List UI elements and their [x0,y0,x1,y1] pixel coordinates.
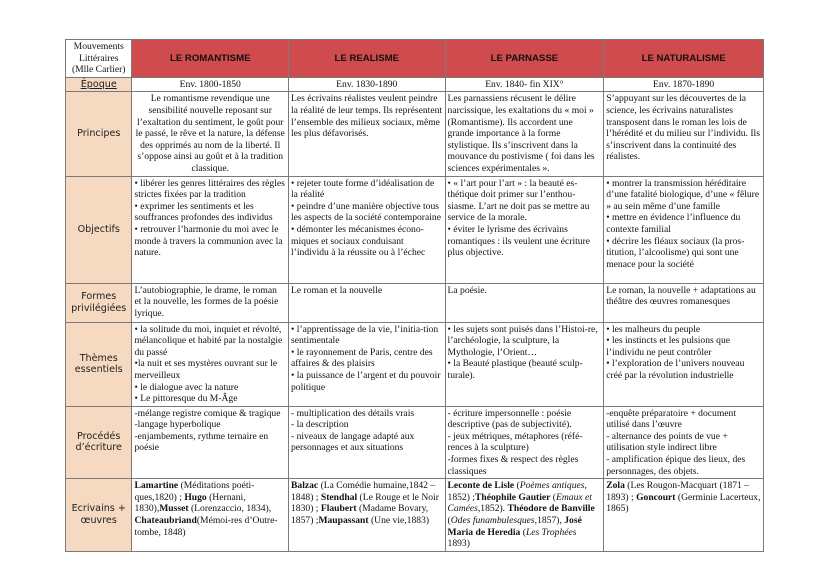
row-label-line: Procédés [77,430,121,442]
literary-movements-table [65,39,764,552]
work-title: Odes funambulesques [450,515,535,527]
list-item: - alternance des points de vue + utilisation style indirect libre [606,430,728,454]
row-label-ecrivains [66,479,132,552]
work-title: (La Comédie humaine,1842 – 1848) ; [291,480,436,503]
author-name: Théophile Gautier [474,491,551,503]
list-item: - amplification épique des lieux, des personnages, des objets. [606,454,746,477]
list-item: • les malheurs du peuple [606,323,701,335]
row-label-line: privilégiées [71,302,127,314]
list-item: - jeux métriques, métaphores (réfé-rences à la sculpture) [447,430,583,454]
cell-ecrivains-realisme [289,479,446,552]
cell-objectifs-realisme [289,176,446,283]
header-naturalisme: LE NATURALISME [604,40,764,78]
cell-epoque-romantisme: Env. 1800-1850 [132,77,289,92]
cell-procedes-naturalisme [604,406,764,479]
cell-ecrivains-romantisme [132,479,289,552]
cell-objectifs-romantisme [132,176,289,283]
work-title: Les Trophées [525,526,577,538]
list-item: • libérer les genres littéraires des règles strictes fixées par la tradition [134,177,285,201]
work-title: (Hernani, 1830), [134,491,246,515]
work-title: (Le Rouge et le Noir 1830) ; [291,491,439,515]
row-themes [66,322,764,406]
list-item: -mélange registre comique & tragique [134,407,281,419]
cell-procedes-realisme [289,406,446,479]
list-item: • rejeter toute forme d’idéalisation de la réalité [291,177,435,201]
list-item: • décrire les fléaux sociaux (la pros-titution, l’alcoolisme) qui sont une menace pour la société [606,235,745,270]
list-item: • peindre d’une manière objective tous les aspects de la société contemporaine [291,200,441,224]
cell-formes-parnasse: La poésie. [445,283,604,322]
cell-epoque-naturalisme: Env. 1870-1890 [604,77,764,92]
work-title: 1893) [447,538,470,550]
author-name: Flaubert [320,503,357,515]
author-name: Musset [159,503,189,515]
cell-principes-naturalisme: S’appuyant sur les découvertes de la science, les écrivains naturalistes transposent dans le roman les lois de l’hérédité et du milieu sur l’individu. Ils s’inscrivent dans la continuité des réalistes. [604,92,764,176]
author-name: Maupassant [318,515,369,527]
work-title: Poèmes antiques [519,480,585,492]
row-label-formes [66,283,132,322]
list-item: • le dialogue avec la nature [134,381,239,393]
row-label-line: Ecrivains + [71,503,126,515]
cell-objectifs-parnasse [445,176,604,283]
cell-themes-romantisme [132,322,289,406]
author-name: Lamartine [134,480,179,492]
corner-cell [66,40,132,78]
list-item: • montrer la transmission héréditaire d’une fatalité biologique, d’une « fêlure » au sein même d’une famille [606,177,760,212]
author-name: Stendhal [320,491,358,503]
list-item: •la nuit et ses mystères ouvrant sur le merveilleux [134,358,278,381]
author-name: José Maria de Heredia [447,515,582,538]
cell-procedes-parnasse [445,406,604,479]
list-item: • la puissance de l’argent et du pouvoir politique [291,369,441,393]
author-name: Goncourt [636,491,676,503]
list-item: • la Beauté plastique (beauté sculp-turale). [447,358,583,381]
cell-epoque-realisme: Env. 1830-1890 [289,77,446,92]
list-item: • la solitude du moi, inquiet et révolté, mélancolique et habité par la nostalgie du passé [134,323,283,358]
work-title: ( [514,480,520,492]
list-item: • l’apprentissage de la vie, l’initia-tion sentimentale [291,323,439,347]
cell-themes-realisme [289,322,446,406]
list-item: - la description [291,419,349,431]
row-label-procedes [66,406,132,479]
corner-line: Littéraires [79,52,119,64]
author-name: Théodore de Banville [507,503,595,515]
author-name: Balzac [291,480,319,492]
work-title: ( [447,515,451,527]
corner-line: (Mlle Carlier) [71,64,126,76]
list-item: • les sujets sont puisés dans l’Histoi-re, l’archéologie, la sculpture, la Mythologie, l’Orient… [447,323,598,358]
work-title: (Mémoi-res d’Outre-tombe, 1848) [134,515,278,538]
row-label-themes [66,322,132,406]
cell-procedes-romantisme [132,406,289,479]
list-item: • les instincts et les pulsions que l’individu ne peut contrôler [606,335,731,358]
cell-principes-parnasse: Les parnassiens récusent le délire narcissique, les exaltations du « moi » (Romantisme). Ils accordent une grande importance à la forme stylistique. Ils s’inscrivent dans la mouvance du postivisme ( foi dans les sciences expérimentales ». [445,92,604,176]
row-label-objectifs: Objectifs [66,176,132,283]
author-name: Leconte de Lisle [447,480,515,492]
cell-ecrivains-parnasse [445,479,604,552]
row-ecrivains [66,479,764,552]
work-title: Emaux et Camées [447,491,592,515]
cell-themes-naturalisme [604,322,764,406]
corner-line: Mouvements [73,41,124,52]
list-item: -enquête préparatoire + document utilisé dans l’œuvre [606,407,737,431]
list-item: • éviter le lyrisme des écrivains romantiques : ils veulent une écriture plus objective. [447,223,591,259]
work-title: (Méditations poéti-ques,1820) ; [134,480,255,503]
cell-principes-realisme: Les écrivains réalistes veulent peindre la réalité de leur temps. Ils représentent l’ensemble des milieux sociaux, même les plus défavorisés. [289,92,446,176]
cell-formes-realisme: Le roman et la nouvelle [289,283,446,322]
work-title: ,1852). [477,503,508,515]
work-title: (Germinie Lacerteux, 1865) [606,491,761,515]
work-title: ( [550,491,556,503]
list-item: • l’exploration de l’univers nouveau créé par la révolution industrielle [606,358,745,381]
author-name: Hugo [184,491,207,503]
work-title: (Madame Bovary, 1857) ; [291,503,429,527]
cell-ecrivains-naturalisme [604,479,764,552]
list-item: - niveaux de langage adapté aux personnages et aux situations [291,430,415,454]
list-item: • démonter les mécanismes écono-miques et sociaux conduisant l’individu à la réussite ou à l’échec [291,223,426,259]
work-title: ( [520,526,526,538]
cell-formes-naturalisme: Le roman, la nouvelle + adaptations au théâtre des œuvres romanesques [604,283,764,322]
work-title: (Les Rougon-Macquart (1871 – 1893) ; [606,480,750,503]
list-item: • « l’art pour l’art » : la beauté es-thétique doit primer sur l’enthou-siasme. L’art ne doit pas se mettre au service de la morale. [447,177,590,224]
list-item: • mettre en évidence l’influence du contexte familial [606,212,741,235]
list-item: -langage hyperbolique [134,419,221,431]
row-principes [66,92,764,176]
work-title: , 1852) ; [447,480,587,503]
cell-epoque-parnasse: Env. 1840- fin XIX° [445,77,604,92]
row-objectifs [66,176,764,283]
header-row [66,40,764,78]
list-item: • retrouver l’harmonie du moi avec le monde à travers la communion avec la nature. [134,223,283,259]
cell-themes-parnasse [445,322,604,406]
row-label-line: Thèmes [79,352,118,364]
row-label-line: essentiels [74,364,123,376]
work-title: ,1857), [534,515,565,527]
list-item: • exprimer les sentiments et les souffrances profondes des individus [134,200,273,224]
row-formes [66,283,764,322]
list-item: - multiplication des détails vrais [291,407,415,419]
row-label-line: d’écriture [75,442,122,454]
header-realisme: LE REALISME [289,40,446,78]
row-label-epoque: Époque [66,77,132,92]
list-item: • Le pittoresque du M-Âge [134,393,238,405]
row-procedes [66,406,764,479]
cell-formes-romantisme: L’autobiographie, le drame, le roman et la nouvelle, les formes de la poésie lyrique. [132,283,289,322]
list-item: -enjambements, rythme ternaire en poésie [134,430,269,454]
row-label-line: œuvres [80,515,117,527]
work-title: (Une vie,1883) [368,515,430,527]
list-item: - écriture impersonnelle : poésie descriptive (pas de subjectivité). [447,407,572,431]
author-name: Zola [606,480,625,492]
cell-objectifs-naturalisme [604,176,764,283]
header-romantisme: LE ROMANTISME [132,40,289,78]
cell-principes-romantisme: Le romantisme revendique une sensibilité nouvelle reposant sur l’exaltation du sentiment, le goût pour le passé, le rêve et la nature, la défense des opprimés au nom de la liberté. Il s’oppose ainsi au goût et à la tradition classique. [132,92,289,176]
list-item: -formes fixes & respect des règles classiques [447,454,579,477]
header-parnasse: LE PARNASSE [445,40,604,78]
list-item: • le rayonnement de Paris, centre des affaires & des plaisirs [291,346,433,370]
work-title: (Lorenzaccio, 1834), [188,503,272,515]
row-epoque [66,77,764,92]
row-label-line: Formes [81,290,117,302]
author-name: Chateaubriand [134,515,197,527]
row-label-principes: Principes [66,92,132,176]
